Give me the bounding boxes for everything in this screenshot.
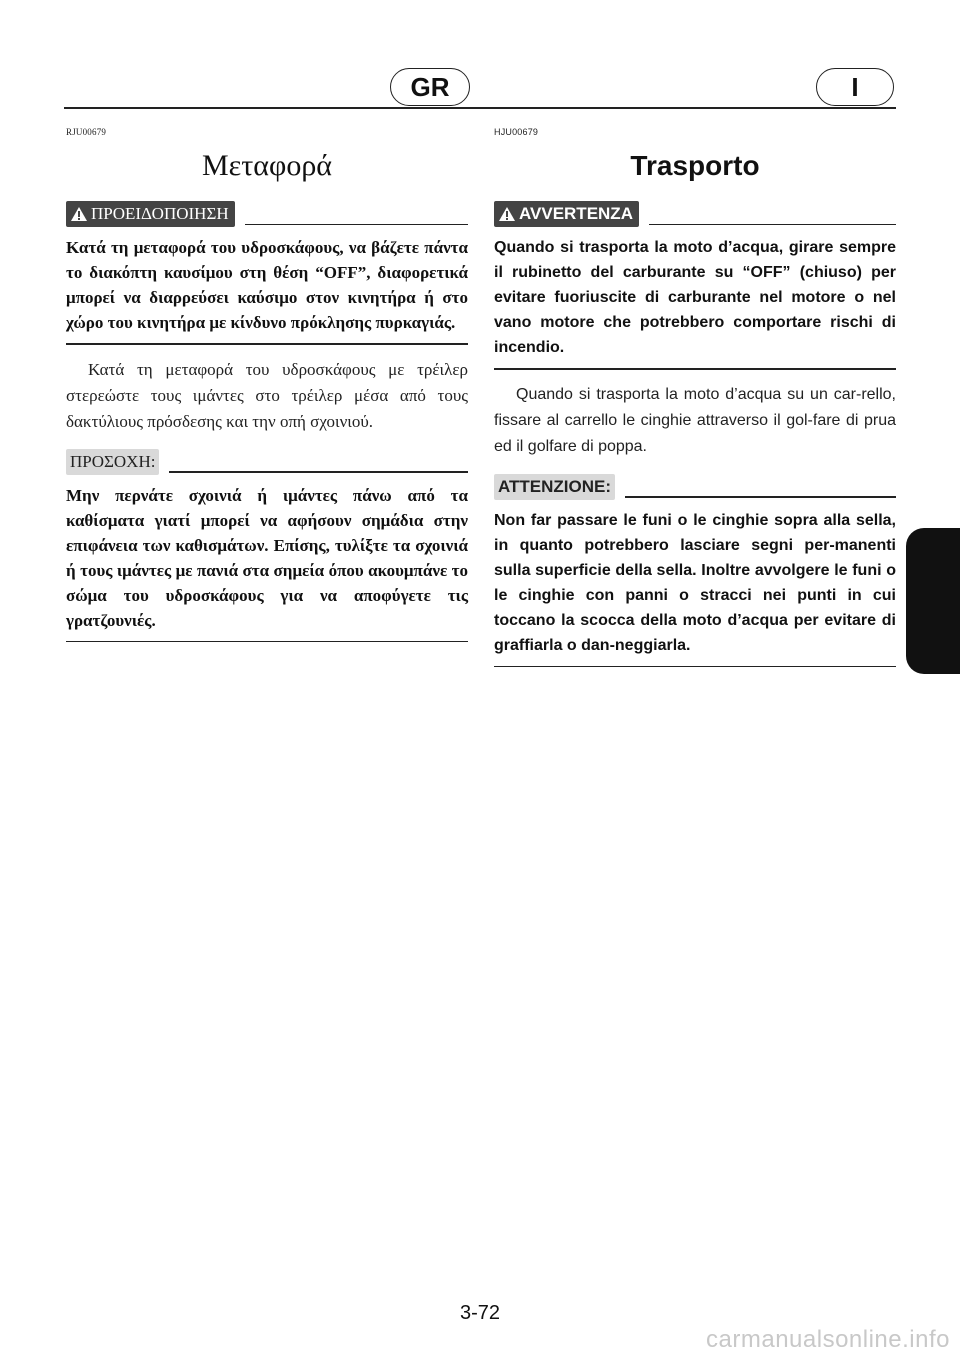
- warning-text: Quando si trasporta la moto d’acqua, girare sempre il rubinetto del carburante su “OFF” (chiuso) per evitare fuoriuscite di carburante nel motore o nel vano motore che potrebbero comportare rischi di incendio.: [494, 239, 896, 356]
- page-number: 3-72: [459, 1302, 501, 1324]
- body-paragraph: Κατά τη μεταφορά του υδροσκάφους με τρέιλερ στερεώστε τους ιμάντες στο τρέιλερ μέσα από τους δακτύλιους πρόσδεσης και την οπή σχοινιού.: [66, 359, 468, 431]
- caution-text: Μην περνάτε σχοινιά ή ιμάντες πάνω από τα καθίσματα γιατί μπορεί να αφήσουν σημάδια στην επιφάνεια των καθισμάτων. Επίσης, τυλίξτε τα σχοινιά ή τους ιμάντες με πανιά στα σημεία όπου ακουμπάνε το σώμα του υδροσκάφους για να αποφύγετε τις γρατζουνιές.: [66, 485, 468, 630]
- language-badge-i: I: [816, 68, 894, 106]
- warning-badge: [494, 201, 639, 227]
- section-code: RJU00679: [66, 127, 107, 137]
- header-rule: [64, 107, 896, 109]
- caution-badge: ATTENZIONE:: [494, 474, 615, 500]
- caution-end-rule: [494, 666, 896, 668]
- caution-rule: [625, 496, 896, 498]
- body-paragraph: Quando si trasporta la moto d’acqua su un car-rello, fissare al carrello le cinghie attraverso il gol-fare di prua ed il golfare di poppa.: [494, 385, 896, 455]
- warning-triangle-icon: [498, 206, 516, 222]
- warning-text: Κατά τη μεταφορά του υδροσκάφους, να βάζετε πάντα το διακόπτη καυσίμου στη θέση “OFF”, διαφορετικά μπορεί να διαρρεύσει καύσιμο στον κινητήρα ή στο χώρο του κινητήρα με κίνδυνο πρόκλησης πυρκαγιάς.: [66, 238, 468, 332]
- caution-badge: ΠΡΟΣΟΧΗ:: [66, 449, 159, 475]
- italian-column: [494, 120, 896, 667]
- section-code: HJU00679: [494, 127, 539, 137]
- warning-badge: [66, 201, 235, 227]
- watermark: carmanualsonline.info: [706, 1326, 950, 1353]
- caution-end-rule: [66, 641, 468, 643]
- section-title: Trasporto: [630, 150, 760, 181]
- warning-end-rule: [494, 368, 896, 370]
- warning-rule: [245, 224, 468, 226]
- warning-header: [66, 201, 468, 227]
- language-badge-gr: GR: [390, 68, 470, 106]
- caution-header: [66, 449, 468, 475]
- caution-rule: [169, 471, 468, 473]
- warning-label: ΠΡΟΕΙΔΟΠΟΙΗΣΗ: [91, 204, 229, 223]
- warning-end-rule: [66, 343, 468, 345]
- caution-header: [494, 474, 896, 500]
- warning-triangle-icon: [70, 206, 88, 222]
- greek-column: [66, 120, 468, 642]
- warning-label: AVVERTENZA: [519, 204, 633, 223]
- chapter-side-tab: [906, 528, 960, 674]
- warning-header: [494, 201, 896, 227]
- section-title: Μεταφορά: [201, 149, 333, 182]
- caution-text: Non far passare le funi o le cinghie sopra alla sella, in quanto potrebbero lasciare segni per-manenti sulla superficie della sella. Inoltre avvolgere le funi o le cinghie con panni o stracci nei punti in cui toccano la scocca della moto d’acqua per evitare di graffiarla o dan-neggiarla.: [494, 511, 896, 654]
- warning-rule: [649, 224, 896, 226]
